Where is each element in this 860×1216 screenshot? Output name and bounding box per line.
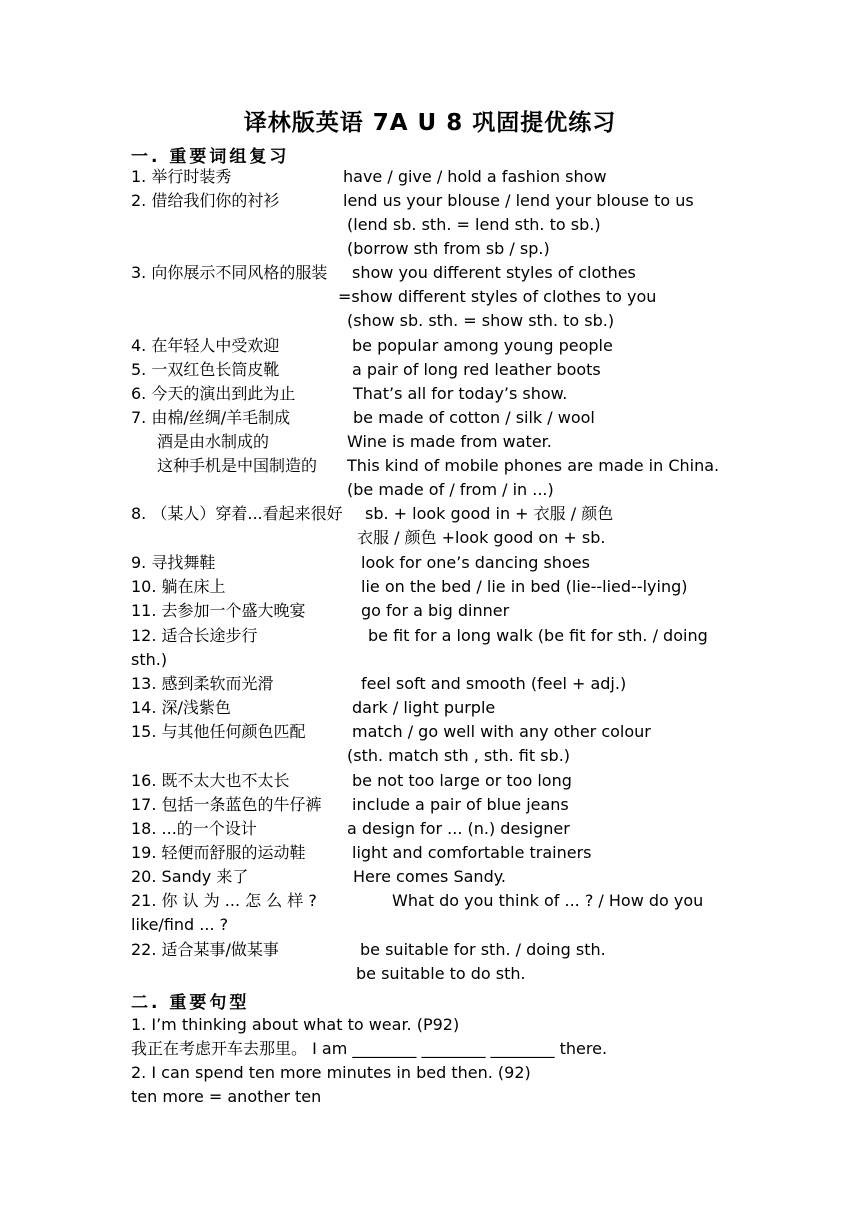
phrase-cn: 5. 一双红色长筒皮靴: [131, 360, 280, 379]
phrase-cn: 10. 躺在床上: [131, 577, 226, 596]
phrase-cn: 7. 由棉/丝绸/羊毛制成: [131, 408, 291, 427]
section-heading-phrases: 一. 重要词组复习: [131, 147, 290, 167]
phrase-cn: 3. 向你展示不同风格的服装: [131, 263, 328, 282]
phrase-cn: 16. 既不太大也不太长: [131, 771, 290, 790]
phrase-en: (show sb. sth. = show sth. to sb.): [347, 311, 615, 330]
sentence-note: ten more = another ten: [131, 1087, 322, 1106]
phrase-cn: 6. 今天的演出到此为止: [131, 384, 296, 403]
phrase-en: go for a big dinner: [361, 601, 510, 620]
phrase-cn: 4. 在年轻人中受欢迎: [131, 336, 280, 355]
phrase-en: include a pair of blue jeans: [352, 795, 569, 814]
phrase-en: =show different styles of clothes to you: [338, 287, 657, 306]
phrase-en: a design for ... (n.) designer: [347, 819, 570, 838]
phrase-en: have / give / hold a fashion show: [343, 167, 607, 186]
phrase-cn: 21. 你 认 为 ... 怎 么 样 ?: [131, 891, 317, 910]
phrase-cn: 14. 深/浅紫色: [131, 698, 231, 717]
phrase-en: sth.): [131, 650, 168, 669]
phrase-cn: 9. 寻找舞鞋: [131, 553, 216, 572]
phrase-en: like/find ... ?: [131, 915, 229, 934]
phrase-cn: 这种手机是中国制造的: [157, 456, 318, 475]
phrase-en: feel soft and smooth (feel + adj.): [361, 674, 627, 693]
phrase-en: (lend sb. sth. = lend sth. to sb.): [347, 215, 601, 234]
page-title: 译林版英语 7A U 8 巩固提优练习: [243, 110, 617, 136]
phrase-en: be not too large or too long: [352, 771, 572, 790]
phrase-en: look for one’s dancing shoes: [361, 553, 590, 572]
phrase-en: be made of cotton / silk / wool: [353, 408, 595, 427]
sentence-line: 2. I can spend ten more minutes in bed then. (92): [131, 1063, 531, 1082]
phrase-cn: 酒是由水制成的: [157, 432, 270, 451]
phrase-cn: 2. 借给我们你的衬衫: [131, 191, 280, 210]
phrase-en: lie on the bed / lie in bed (lie--lied--lying): [361, 577, 688, 596]
phrase-en: match / go well with any other colour: [352, 722, 651, 741]
phrase-cn: 12. 适合长途步行: [131, 626, 258, 645]
phrase-cn: 8. （某人）穿着...看起来很好: [131, 504, 343, 523]
phrase-en: sb. + look good in + 衣服 / 颜色: [365, 504, 614, 523]
phrase-en: This kind of mobile phones are made in China.: [347, 456, 720, 475]
phrase-cn: 11. 去参加一个盛大晚宴: [131, 601, 306, 620]
phrase-en: Here comes Sandy.: [353, 867, 506, 886]
sentence-exercise: 我正在考虑开车去那里。 I am ________ ________ ________ there.: [131, 1039, 608, 1058]
phrase-cn: 15. 与其他任何颜色匹配: [131, 722, 306, 741]
phrase-en: dark / light purple: [352, 698, 496, 717]
phrase-en: (sth. match sth , sth. fit sb.): [347, 746, 571, 765]
phrase-cn: 22. 适合某事/做某事: [131, 940, 279, 959]
phrase-en: be suitable to do sth.: [356, 964, 526, 983]
phrase-cn: 18. ...的一个设计: [131, 819, 257, 838]
phrase-en: What do you think of ... ? / How do you: [392, 891, 704, 910]
phrase-en: be fit for a long walk (be fit for sth. / doing: [368, 626, 708, 645]
phrase-en: be suitable for sth. / doing sth.: [360, 940, 606, 959]
phrase-en: That’s all for today’s show.: [353, 384, 568, 403]
phrase-en: 衣服 / 颜色 +look good on + sb.: [357, 528, 606, 547]
phrase-cn: 17. 包括一条蓝色的牛仔裤: [131, 795, 322, 814]
phrase-en: lend us your blouse / lend your blouse to us: [343, 191, 694, 210]
phrase-cn: 19. 轻便而舒服的运动鞋: [131, 843, 306, 862]
sentence-line: 1. I’m thinking about what to wear. (P92): [131, 1015, 460, 1034]
section-heading-sentences: 二. 重要句型: [131, 993, 250, 1013]
phrase-en: light and comfortable trainers: [352, 843, 592, 862]
phrase-en: show you different styles of clothes: [352, 263, 636, 282]
phrase-cn: 13. 感到柔软而光滑: [131, 674, 274, 693]
phrase-cn: 20. Sandy 来了: [131, 867, 249, 886]
phrase-en: Wine is made from water.: [347, 432, 552, 451]
phrase-en: a pair of long red leather boots: [352, 360, 601, 379]
phrase-cn: 1. 举行时装秀: [131, 167, 232, 186]
phrase-en: (borrow sth from sb / sp.): [347, 239, 550, 258]
phrase-en: (be made of / from / in ...): [347, 480, 554, 499]
phrase-en: be popular among young people: [352, 336, 613, 355]
